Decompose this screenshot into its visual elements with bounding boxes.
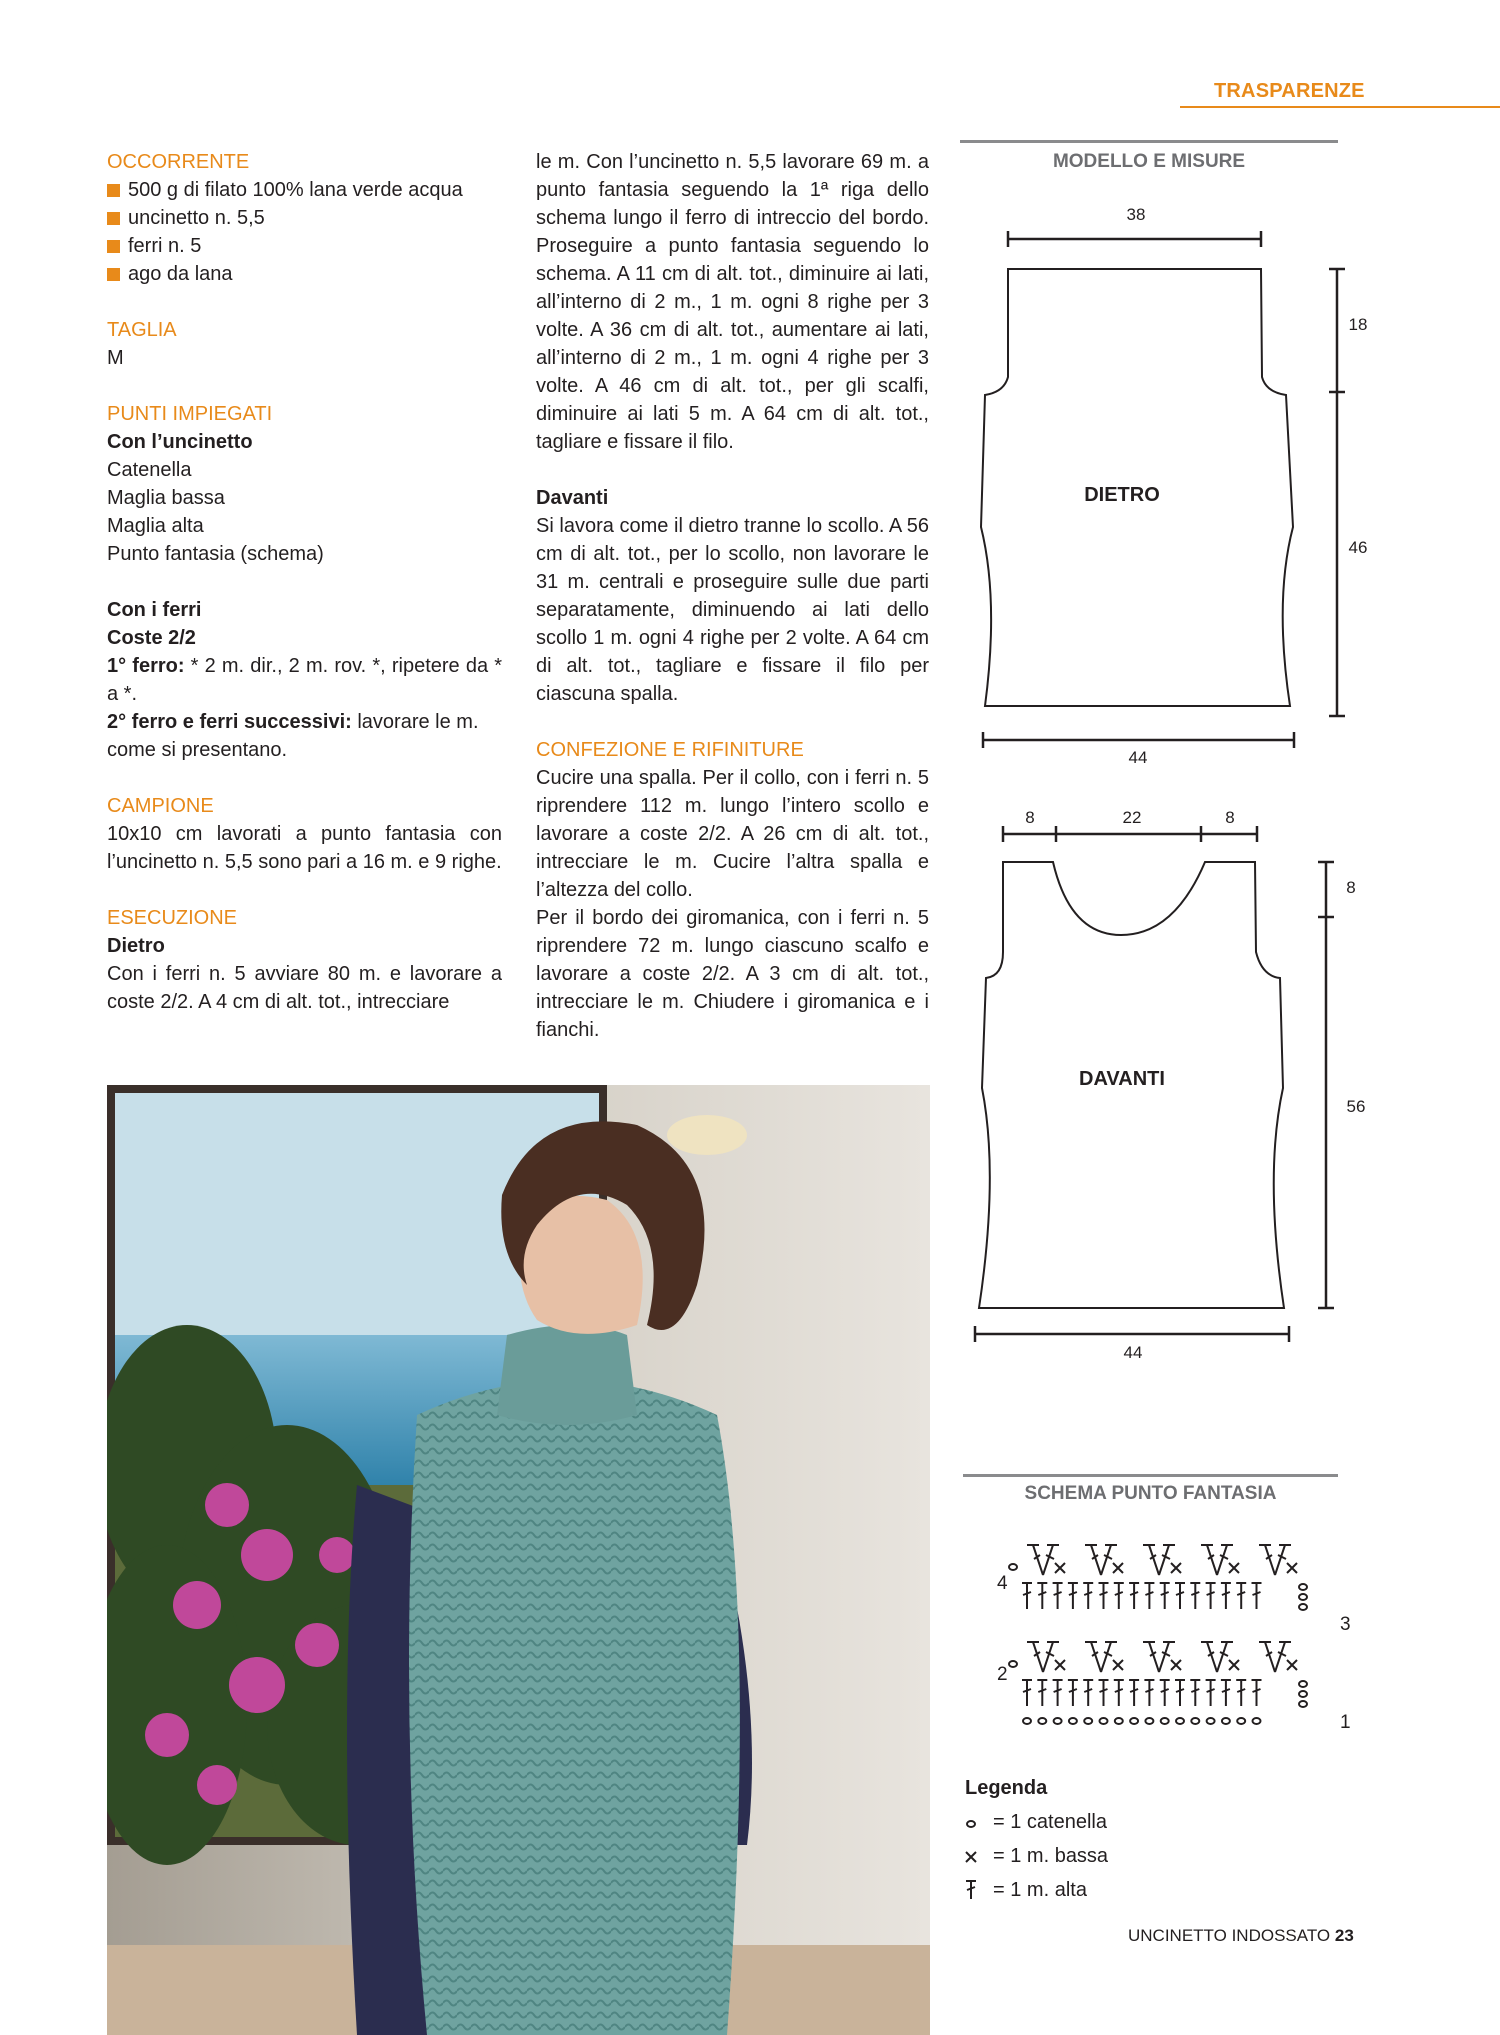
chain-stitch <box>1069 1718 1077 1724</box>
fan-stitch <box>1201 1545 1233 1575</box>
fan-stitch <box>1027 1545 1059 1575</box>
chain-stitch-icon <box>965 1812 993 1832</box>
double-crochet-stitch <box>1053 1583 1063 1609</box>
single-crochet-stitch <box>1113 1563 1123 1573</box>
single-crochet-icon <box>965 1846 993 1866</box>
legend-item: = 1 m. bassa <box>965 1839 1108 1873</box>
dim-back-top: 38 <box>1126 205 1146 224</box>
single-crochet-stitch <box>1287 1660 1297 1670</box>
single-crochet-stitch <box>1229 1660 1239 1670</box>
page-number: 23 <box>1334 1926 1354 1945</box>
materials-text: uncinetto n. 5,5 <box>128 207 265 229</box>
double-crochet-stitch <box>1175 1680 1185 1706</box>
chain-stitch <box>1009 1661 1017 1667</box>
fan-stitch <box>1143 1642 1175 1672</box>
chain-stitch <box>1100 1718 1108 1724</box>
legend <box>965 1771 1108 1907</box>
stitch-item: Maglia alta <box>107 515 204 537</box>
schema-rule <box>963 1474 1338 1477</box>
single-crochet-stitch <box>1055 1660 1065 1670</box>
double-crochet-stitch <box>1068 1680 1078 1706</box>
stitch-chart <box>1009 1545 1307 1724</box>
double-crochet-stitch <box>1252 1583 1262 1609</box>
dim-back-upper: 18 <box>1348 315 1368 334</box>
chain-stitch <box>1299 1584 1307 1590</box>
chain-stitch <box>1161 1718 1169 1724</box>
chain-stitch <box>1299 1691 1307 1697</box>
chart-row-label-2: 2 <box>997 1664 1008 1685</box>
fan-stitch <box>1259 1642 1291 1672</box>
chain-stitch <box>1009 1564 1017 1570</box>
chain-stitch <box>1023 1718 1031 1724</box>
back-text-start: Con i ferri n. 5 avviare 80 m. e lavorare a coste 2/2. A 4 cm di alt. tot., intrecciare <box>107 963 502 1013</box>
knit-heading: Con i ferri <box>107 599 202 621</box>
modello-title: MODELLO E MISURE <box>1052 151 1246 172</box>
chart-row-label-3: 3 <box>1340 1614 1351 1635</box>
esecuzione-title: ESECUZIONE <box>107 907 238 929</box>
dim-front-bottom: 44 <box>1123 1343 1143 1362</box>
chain-stitch <box>1038 1718 1046 1724</box>
punti-title: PUNTI IMPIEGATI <box>107 403 273 425</box>
double-crochet-stitch <box>1068 1583 1078 1609</box>
confezione-p2: Per il bordo dei giromanica, con i ferri n. 5 riprendere 72 m. lungo ciascuno scalfo e lavorare a coste 2/2. A 3 cm di alt. tot., intrecciare le m. Chiudere i giromanica e i fianchi. <box>536 907 929 1041</box>
campione-title: CAMPIONE <box>107 795 214 817</box>
single-crochet-stitch <box>1229 1563 1239 1573</box>
fan-stitch <box>1085 1642 1117 1672</box>
row1-instruction: 1° ferro: * 2 m. dir., 2 m. rov. *, ripetere da * a *. <box>107 655 503 705</box>
single-crochet-stitch <box>1171 1563 1181 1573</box>
chain-stitch <box>1299 1681 1307 1687</box>
chain-stitch <box>1207 1718 1215 1724</box>
section-tag: TRASPARENZE <box>1214 80 1365 102</box>
chart-row-label-4: 4 <box>997 1573 1008 1594</box>
double-crochet-stitch <box>1144 1583 1154 1609</box>
dim-back-bottom: 44 <box>1128 748 1148 767</box>
double-crochet-stitch <box>1099 1583 1109 1609</box>
double-crochet-icon <box>965 1878 993 1902</box>
front-label: DAVANTI <box>1079 1068 1165 1090</box>
row2-instruction: 2° ferro e ferri successivi: lavorare le m. come si presentano. <box>107 711 479 761</box>
materials-text: ago da lana <box>128 263 233 285</box>
dim-front-mid: 22 <box>1122 808 1142 827</box>
back-text-cont: le m. Con l’uncinetto n. 5,5 lavorare 69 m. a punto fantasia seguendo la 1ª riga dello schema lungo il ferro di intreccio del bordo. Proseguire a punto fantasia seguendo lo schema. A 11 cm di alt. tot., diminuire ai lati, all’interno di 2 m., 1 m. ogni 8 righe per 3 volte. A 36 cm di alt. tot., aumentare ai lati, all’interno di 2 m., 1 m. ogni 4 righe per 3 volte. A 46 cm di alt. tot., per gli scalfi, diminuire ai lati 5 m. A 64 cm di alt. tot., tagliare e fissare il filo. <box>536 151 929 453</box>
double-crochet-stitch <box>1221 1680 1231 1706</box>
fan-stitch <box>1027 1642 1059 1672</box>
legend-item: = 1 catenella <box>965 1805 1108 1839</box>
dim-front-left: 8 <box>1025 808 1035 827</box>
double-crochet-stitch <box>1037 1583 1047 1609</box>
front-heading: Davanti <box>536 487 609 509</box>
stitch-item: Punto fantasia (schema) <box>107 543 324 565</box>
confezione-title: CONFEZIONE E RIFINITURE <box>536 739 804 761</box>
double-crochet-stitch <box>1252 1680 1262 1706</box>
double-crochet-stitch <box>1160 1680 1170 1706</box>
single-crochet-stitch <box>1055 1563 1065 1573</box>
chain-stitch <box>1176 1718 1184 1724</box>
double-crochet-stitch <box>1099 1680 1109 1706</box>
stitch-item: Maglia bassa <box>107 487 225 509</box>
double-crochet-stitch <box>1190 1680 1200 1706</box>
dim-front-right: 8 <box>1225 808 1235 827</box>
stitch-item: Catenella <box>107 459 192 481</box>
double-crochet-stitch <box>1206 1583 1216 1609</box>
double-crochet-stitch <box>1190 1583 1200 1609</box>
dim-front-lower: 56 <box>1346 1097 1366 1116</box>
chain-stitch <box>1253 1718 1261 1724</box>
double-crochet-stitch <box>1114 1583 1124 1609</box>
chain-stitch <box>1299 1594 1307 1600</box>
legend-item: = 1 m. alta <box>965 1873 1108 1907</box>
back-heading: Dietro <box>107 935 165 957</box>
double-crochet-stitch <box>1022 1583 1032 1609</box>
double-crochet-stitch <box>1129 1680 1139 1706</box>
double-crochet-stitch <box>1144 1680 1154 1706</box>
back-label: DIETRO <box>1084 484 1160 506</box>
rib-heading: Coste 2/2 <box>107 627 196 649</box>
taglia-title: TAGLIA <box>107 319 177 341</box>
chain-stitch <box>1237 1718 1245 1724</box>
chain-stitch <box>1054 1718 1062 1724</box>
crochet-heading: Con l’uncinetto <box>107 431 253 453</box>
fan-stitch <box>1085 1545 1117 1575</box>
fan-stitch <box>1201 1642 1233 1672</box>
chain-stitch <box>1130 1718 1138 1724</box>
confezione-p1: Cucire una spalla. Per il collo, con i ferri n. 5 riprendere 112 m. lungo l’intero scollo e lavorare a coste 2/2. A 26 cm di alt. tot., intrecciare le m. Cucire l’altra spalla e l’altezza del collo. <box>536 767 929 901</box>
page-footer <box>1128 1926 1354 1946</box>
single-crochet-stitch <box>1287 1563 1297 1573</box>
double-crochet-stitch <box>1206 1680 1216 1706</box>
dim-front-upper: 8 <box>1346 878 1356 897</box>
chain-stitch <box>1299 1701 1307 1707</box>
fan-stitch <box>1143 1545 1175 1575</box>
campione-text: 10x10 cm lavorati a punto fantasia con l’uncinetto n. 5,5 sono pari a 16 m. e 9 righe. <box>107 823 502 873</box>
double-crochet-stitch <box>1160 1583 1170 1609</box>
front-text: Si lavora come il dietro tranne lo scollo. A 56 cm di alt. tot., per lo scollo, non lavorare le 31 m. centrali e proseguire sulle due parti separatamente, diminuendo ai lati dello scollo 1 m. ogni 4 righe per 2 volte. A 64 cm di alt. tot., tagliare e fissare il filo per ciascuna spalla. <box>536 515 929 705</box>
chain-stitch <box>1299 1604 1307 1610</box>
double-crochet-stitch <box>1083 1680 1093 1706</box>
double-crochet-stitch <box>1022 1680 1032 1706</box>
fan-stitch <box>1259 1545 1291 1575</box>
materials-text: ferri n. 5 <box>128 235 202 257</box>
chain-stitch <box>1191 1718 1199 1724</box>
single-crochet-stitch <box>1171 1660 1181 1670</box>
double-crochet-stitch <box>1037 1680 1047 1706</box>
schema-title: SCHEMA PUNTO FANTASIA <box>1024 1483 1277 1504</box>
double-crochet-stitch <box>1236 1583 1246 1609</box>
dim-back-lower: 46 <box>1348 538 1368 557</box>
magazine-name: UNCINETTO INDOSSATO <box>1128 1926 1331 1945</box>
double-crochet-stitch <box>1114 1680 1124 1706</box>
double-crochet-stitch <box>1236 1680 1246 1706</box>
materials-text: 500 g di filato 100% lana verde acqua <box>128 179 463 201</box>
double-crochet-stitch <box>1083 1583 1093 1609</box>
double-crochet-stitch <box>1053 1680 1063 1706</box>
chain-stitch <box>1222 1718 1230 1724</box>
double-crochet-stitch <box>1221 1583 1231 1609</box>
double-crochet-stitch <box>1175 1583 1185 1609</box>
chain-stitch <box>1115 1718 1123 1724</box>
chain-stitch <box>1084 1718 1092 1724</box>
single-crochet-stitch <box>1113 1660 1123 1670</box>
legend-title: Legenda <box>965 1777 1048 1799</box>
chart-row-label-1: 1 <box>1340 1712 1351 1733</box>
double-crochet-stitch <box>1129 1583 1139 1609</box>
chain-stitch <box>1145 1718 1153 1724</box>
occorrente-title: OCCORRENTE <box>107 151 250 173</box>
taglia-value: M <box>107 347 124 369</box>
